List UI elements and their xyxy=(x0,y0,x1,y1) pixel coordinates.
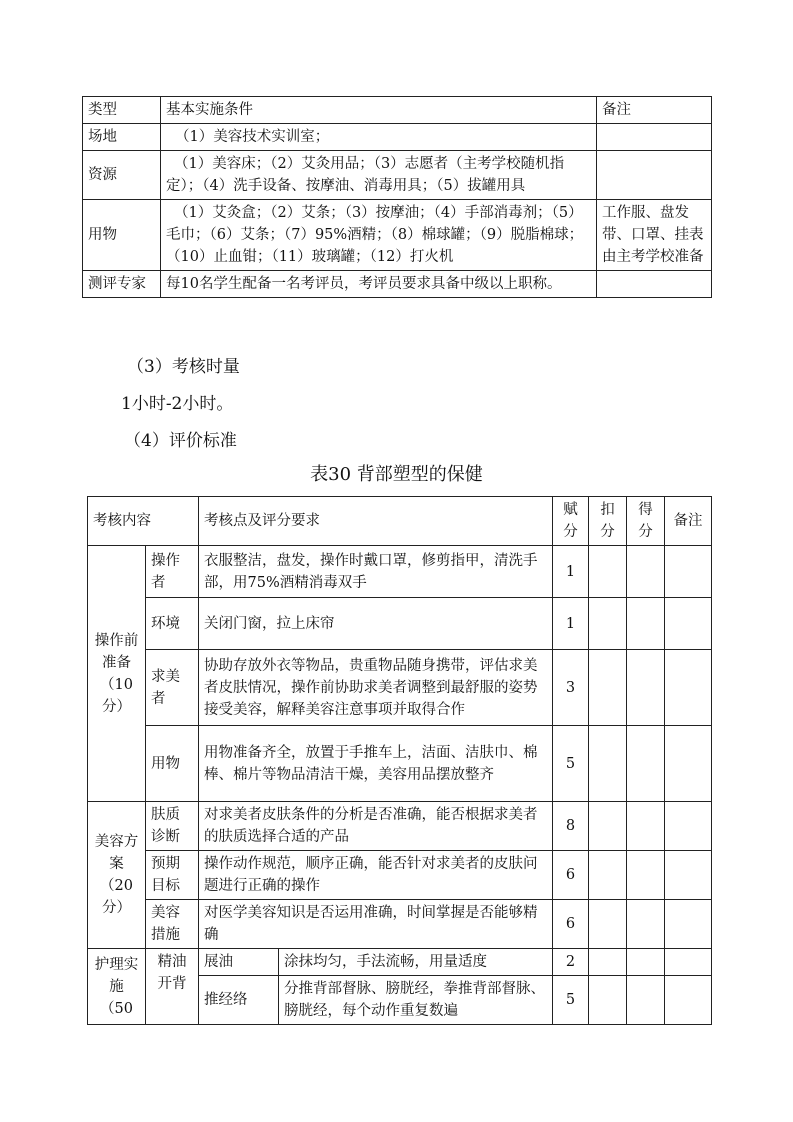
item-requirement: 用物准备齐全，放置于手推车上，洁面、洁肤巾、棉棒、棉片等物品清洁干燥，美容用品摆放整齐 xyxy=(199,726,553,802)
header-assigned: 赋分 xyxy=(553,497,589,546)
header-points: 考核点及评分要求 xyxy=(199,497,553,546)
table-row xyxy=(88,851,712,900)
item-sub: 操作者 xyxy=(146,546,199,598)
step-name: 展油 xyxy=(199,949,279,976)
item-sub: 精油开背 xyxy=(146,949,199,1025)
item-sub: 用物 xyxy=(146,726,199,802)
remark-cell xyxy=(665,802,712,851)
section-heading-duration: （3）考核时量 xyxy=(127,357,240,377)
item-requirement: 协助存放外衣等物品，贵重物品随身携带，评估求美者皮肤情况，操作前协助求美者调整到最舒服的姿势接受美容，解释美容注意事项并取得合作 xyxy=(199,650,553,726)
group-label: 操作前准备（10分） xyxy=(88,546,146,802)
table-header-row xyxy=(83,97,712,124)
score-cell xyxy=(627,900,665,949)
table-caption: 表30 背部塑型的保健 xyxy=(310,464,483,485)
deduct-cell xyxy=(589,726,627,802)
item-score: 6 xyxy=(553,900,589,949)
row-note xyxy=(597,271,712,298)
row-condition: （1）美容技术实训室； xyxy=(161,124,597,151)
remark-cell xyxy=(665,976,712,1025)
header-type: 类型 xyxy=(83,97,161,124)
score-cell xyxy=(627,949,665,976)
row-note xyxy=(597,151,712,200)
remark-cell xyxy=(665,726,712,802)
table-row xyxy=(88,900,712,949)
remark-cell xyxy=(665,949,712,976)
item-score: 1 xyxy=(553,546,589,598)
row-condition: （1）艾灸盒；（2）艾条；（3）按摩油；（4）手部消毒剂；（5）毛巾；（6）艾条；（7）95%酒精；（8）棉球罐；（9）脱脂棉球；（10）止血钳；（11）玻璃罐；（12）打火机 xyxy=(161,200,597,271)
table-row xyxy=(88,650,712,726)
row-note: 工作服、盘发带、口罩、挂表由主考学校准备 xyxy=(597,200,712,271)
group-label: 护理实施（50 xyxy=(88,949,146,1025)
duration-text: 1小时-2小时。 xyxy=(121,394,234,414)
table-row xyxy=(88,726,712,802)
item-sub: 求美者 xyxy=(146,650,199,726)
score-cell xyxy=(627,726,665,802)
table-row xyxy=(88,949,712,976)
item-sub: 美容措施 xyxy=(146,900,199,949)
item-requirement: 对医学美容知识是否运用准确，时间掌握是否能够精确 xyxy=(199,900,553,949)
row-condition: （1）美容床；（2）艾灸用品；（3）志愿者（主考学校随机指定）；（4）洗手设备、按摩油、消毒用具；（5）拔罐用具 xyxy=(161,151,597,200)
deduct-cell xyxy=(589,546,627,598)
deduct-cell xyxy=(589,851,627,900)
item-score: 2 xyxy=(553,949,589,976)
score-cell xyxy=(627,851,665,900)
table-row xyxy=(83,124,712,151)
header-score: 得分 xyxy=(627,497,665,546)
table-row xyxy=(83,151,712,200)
deduct-cell xyxy=(589,949,627,976)
header-condition: 基本实施条件 xyxy=(161,97,597,124)
table-row xyxy=(83,271,712,298)
section-heading-criteria: （4）评价标准 xyxy=(124,431,237,451)
remark-cell xyxy=(665,546,712,598)
deduct-cell xyxy=(589,976,627,1025)
item-score: 5 xyxy=(553,976,589,1025)
table-row xyxy=(88,802,712,851)
score-cell xyxy=(627,598,665,650)
item-requirement: 对求美者皮肤条件的分析是否准确，能否根据求美者的肤质选择合适的产品 xyxy=(199,802,553,851)
deduct-cell xyxy=(589,802,627,851)
score-cell xyxy=(627,546,665,598)
deduct-cell xyxy=(589,650,627,726)
item-requirement: 操作动作规范，顺序正确，能否针对求美者的皮肤问题进行正确的操作 xyxy=(199,851,553,900)
header-deduct: 扣分 xyxy=(589,497,627,546)
item-score: 8 xyxy=(553,802,589,851)
step-name: 推经络 xyxy=(199,976,279,1025)
item-requirement: 分推背部督脉、膀胱经，拳推背部督脉、膀胱经，每个动作重复数遍 xyxy=(279,976,553,1025)
remark-cell xyxy=(665,900,712,949)
header-note: 备注 xyxy=(597,97,712,124)
score-cell xyxy=(627,802,665,851)
item-requirement: 关闭门窗，拉上床帘 xyxy=(199,598,553,650)
header-content: 考核内容 xyxy=(88,497,199,546)
group-label: 美容方案（20分） xyxy=(88,802,146,949)
table-row xyxy=(88,546,712,598)
deduct-cell xyxy=(589,900,627,949)
item-sub: 环境 xyxy=(146,598,199,650)
score-cell xyxy=(627,976,665,1025)
evaluation-table xyxy=(87,496,712,1025)
table-row xyxy=(88,598,712,650)
item-requirement: 涂抹均匀，手法流畅，用量适度 xyxy=(279,949,553,976)
row-note xyxy=(597,124,712,151)
table-header-row xyxy=(88,497,712,546)
item-score: 1 xyxy=(553,598,589,650)
item-score: 5 xyxy=(553,726,589,802)
remark-cell xyxy=(665,598,712,650)
row-type: 场地 xyxy=(83,124,161,151)
item-sub: 肤质诊断 xyxy=(146,802,199,851)
item-requirement: 衣服整洁，盘发，操作时戴口罩，修剪指甲，清洗手部，用75%酒精消毒双手 xyxy=(199,546,553,598)
score-cell xyxy=(627,650,665,726)
row-type: 资源 xyxy=(83,151,161,200)
conditions-table xyxy=(82,96,712,298)
deduct-cell xyxy=(589,598,627,650)
row-condition: 每10名学生配备一名考评员，考评员要求具备中级以上职称。 xyxy=(161,271,597,298)
remark-cell xyxy=(665,851,712,900)
remark-cell xyxy=(665,650,712,726)
table-row xyxy=(83,200,712,271)
header-remark: 备注 xyxy=(665,497,712,546)
row-type: 用物 xyxy=(83,200,161,271)
item-score: 3 xyxy=(553,650,589,726)
row-type: 测评专家 xyxy=(83,271,161,298)
item-score: 6 xyxy=(553,851,589,900)
item-sub: 预期目标 xyxy=(146,851,199,900)
